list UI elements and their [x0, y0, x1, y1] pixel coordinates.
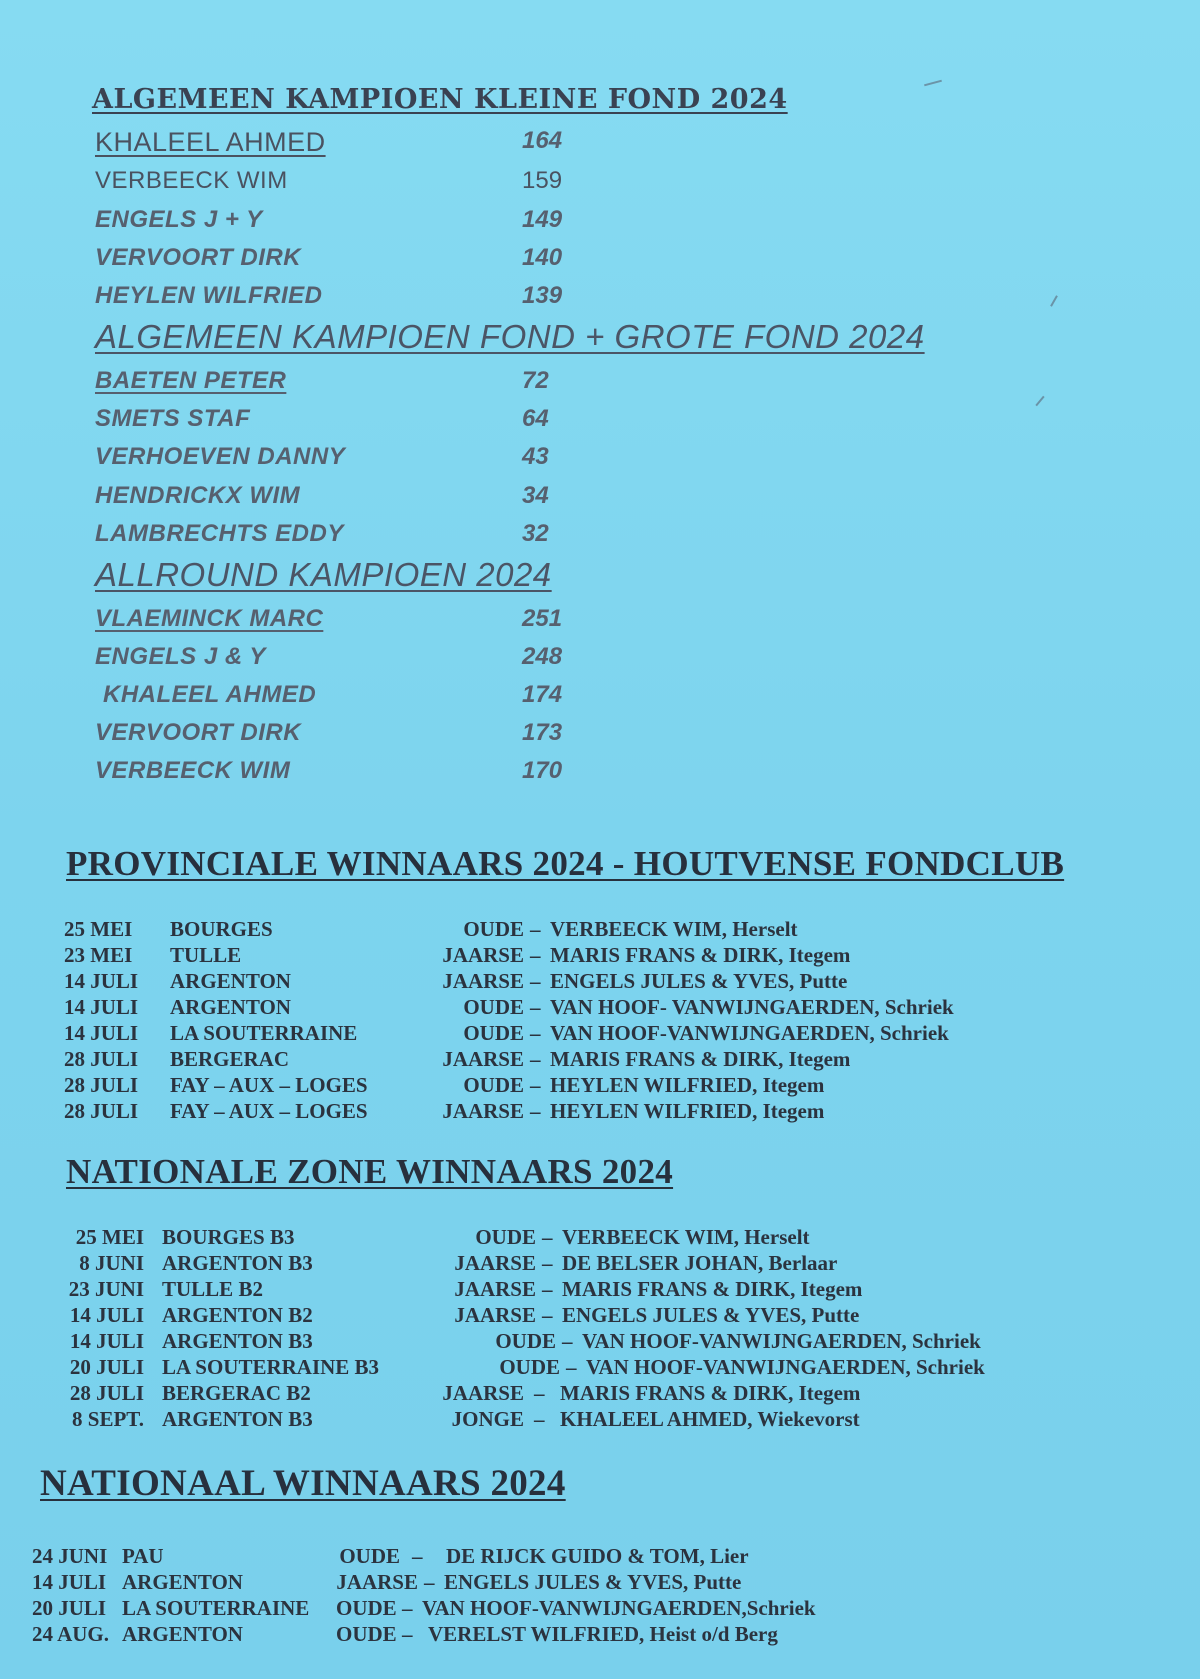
rank-score: 170	[522, 757, 563, 784]
race-place: FAY – AUX – LOGES	[170, 1073, 368, 1097]
nationale-zone-row	[0, 1251, 1100, 1277]
separator-dash: –	[534, 1407, 545, 1431]
separator-dash: –	[530, 969, 541, 993]
race-category: OUDE	[463, 917, 524, 941]
fond-row	[0, 520, 700, 554]
race-date: 20 JULI	[69, 1355, 144, 1379]
fond-row	[0, 443, 700, 477]
fond-row	[0, 482, 700, 516]
provinciale-row	[0, 917, 1100, 943]
separator-dash: –	[530, 1073, 541, 1097]
race-place: BOURGES B3	[162, 1225, 295, 1249]
nationaal-row	[0, 1596, 1100, 1622]
nationaal-row	[0, 1570, 1100, 1596]
rank-name: BAETEN PETER	[95, 367, 287, 394]
race-category: JAARSE	[442, 943, 524, 967]
stray-mark	[1035, 396, 1044, 406]
race-date: 14 JULI	[69, 1303, 144, 1327]
separator-dash: –	[530, 917, 541, 941]
winner-name: MARIS FRANS & DIRK, Itegem	[550, 943, 851, 967]
nationale-zone-title: NATIONALE ZONE WINNAARS 2024	[66, 1152, 674, 1191]
rank-score: 43	[522, 443, 549, 470]
race-place: ARGENTON	[122, 1622, 243, 1646]
winner-name: MARIS FRANS & DIRK, Itegem	[550, 1047, 851, 1071]
separator-dash: –	[530, 943, 541, 967]
separator-dash: –	[542, 1251, 553, 1275]
separator-dash: –	[562, 1329, 573, 1353]
winner-name: MARIS FRANS & DIRK, Itegem	[562, 1277, 863, 1301]
race-category: JONGE	[451, 1407, 524, 1431]
allround-title: ALLROUND KAMPIOEN 2024	[95, 556, 552, 593]
race-date: 14 JULI	[64, 1021, 139, 1045]
rank-name: LAMBRECHTS EDDY	[95, 520, 344, 547]
separator-dash: –	[542, 1303, 553, 1327]
rank-name: VERVOORT DIRK	[95, 244, 302, 271]
race-category: OUDE	[336, 1622, 397, 1646]
kleine-fond-title: ALGEMEEN KAMPIOEN KLEINE FOND 2024	[92, 84, 788, 115]
separator-dash: –	[402, 1622, 413, 1646]
race-date: 23 MEI	[64, 943, 133, 967]
race-place: ARGENTON	[170, 969, 291, 993]
race-place: ARGENTON B2	[162, 1303, 313, 1327]
winner-name: DE BELSER JOHAN, Berlaar	[562, 1251, 838, 1275]
rank-score: 174	[522, 681, 563, 708]
race-category: JAARSE	[442, 1047, 524, 1071]
allround-row	[0, 757, 700, 791]
race-place: ARGENTON B3	[162, 1329, 313, 1353]
winner-name: HEYLEN WILFRIED, Itegem	[550, 1073, 825, 1097]
winner-name: KHALEEL AHMED, Wiekevorst	[560, 1407, 860, 1431]
rank-score: 64	[522, 405, 549, 432]
winner-name: ENGELS JULES & YVES, Putte	[444, 1570, 742, 1594]
race-place: ARGENTON B3	[162, 1251, 313, 1275]
separator-dash: –	[542, 1277, 553, 1301]
rank-score: 173	[522, 719, 563, 746]
race-category: OUDE	[495, 1329, 556, 1353]
provinciale-row	[0, 1047, 1100, 1073]
separator-dash: –	[542, 1225, 553, 1249]
provinciale-row	[0, 995, 1100, 1021]
race-date: 25 MEI	[64, 917, 133, 941]
nationale-zone-row	[0, 1381, 1100, 1407]
rank-name: VERBEECK WIM	[95, 167, 288, 194]
stray-mark	[924, 80, 942, 87]
race-date: 20 JULI	[32, 1596, 107, 1620]
provinciale-row	[0, 1099, 1100, 1125]
fond-row	[0, 405, 700, 439]
race-category: JAARSE	[336, 1570, 418, 1594]
rank-name: VLAEMINCK MARC	[95, 605, 324, 632]
winner-name: VAN HOOF-VANWIJNGAERDEN, Schriek	[550, 1021, 949, 1045]
rank-name: HENDRICKX WIM	[95, 482, 301, 509]
race-place: LA SOUTERRAINE	[170, 1021, 358, 1045]
rank-name: VERVOORT DIRK	[95, 719, 302, 746]
separator-dash: –	[402, 1596, 413, 1620]
race-place: TULLE	[170, 943, 242, 967]
winner-name: ENGELS JULES & YVES, Putte	[562, 1303, 860, 1327]
race-date: 28 JULI	[64, 1073, 139, 1097]
provinciale-row	[0, 1021, 1100, 1047]
race-place: BERGERAC	[170, 1047, 290, 1071]
race-place: LA SOUTERRAINE B3	[162, 1355, 380, 1379]
winner-name: VERBEECK WIM, Herselt	[562, 1225, 810, 1249]
race-place: ARGENTON	[170, 995, 291, 1019]
rank-score: 248	[522, 643, 563, 670]
allround-row	[0, 605, 700, 639]
race-category: OUDE	[336, 1596, 397, 1620]
race-place: ARGENTON	[122, 1570, 243, 1594]
winner-name: DE RIJCK GUIDO & TOM, Lier	[446, 1544, 749, 1568]
nationale-zone-row	[0, 1329, 1100, 1355]
winner-name: VAN HOOF-VANWIJNGAERDEN, Schriek	[586, 1355, 985, 1379]
nationale-zone-row	[0, 1407, 1100, 1433]
rank-name: KHALEEL AHMED	[95, 127, 326, 157]
rank-name: VERBEECK WIM	[95, 757, 291, 784]
rank-score: 164	[522, 127, 563, 154]
separator-dash: –	[412, 1544, 423, 1568]
race-category: JAARSE	[454, 1251, 536, 1275]
race-category: JAARSE	[454, 1277, 536, 1301]
kleine-fond-row	[0, 282, 700, 316]
race-place: TULLE B2	[162, 1277, 263, 1301]
rank-name: VERHOEVEN DANNY	[95, 443, 346, 470]
rank-score: 72	[522, 367, 549, 394]
rank-score: 139	[522, 282, 563, 309]
rank-score: 140	[522, 244, 563, 271]
winner-name: VERBEECK WIM, Herselt	[550, 917, 798, 941]
race-date: 28 JULI	[64, 1099, 139, 1123]
rank-name: HEYLEN WILFRIED	[95, 282, 323, 309]
separator-dash: –	[534, 1381, 545, 1405]
race-place: LA SOUTERRAINE	[122, 1596, 310, 1620]
race-place: FAY – AUX – LOGES	[170, 1099, 368, 1123]
kleine-fond-row	[0, 206, 700, 240]
race-date: 24 AUG.	[32, 1622, 110, 1646]
rank-name: SMETS STAF	[95, 405, 251, 432]
winner-name: VERELST WILFRIED, Heist o/d Berg	[428, 1622, 778, 1646]
race-date: 24 JUNI	[32, 1544, 108, 1568]
kleine-fond-row	[0, 127, 700, 161]
nationaal-row	[0, 1544, 1100, 1570]
provinciale-title: PROVINCIALE WINNAARS 2024 - HOUTVENSE FONDCLUB	[66, 844, 1065, 883]
race-place: BOURGES	[170, 917, 273, 941]
fond-grote-fond-title: ALGEMEEN KAMPIOEN FOND + GROTE FOND 2024	[95, 318, 925, 355]
separator-dash: –	[530, 1099, 541, 1123]
rank-score: 149	[522, 206, 563, 233]
race-date: 28 JULI	[69, 1381, 144, 1405]
separator-dash: –	[566, 1355, 577, 1379]
nationale-zone-row	[0, 1303, 1100, 1329]
nationale-zone-row	[0, 1277, 1100, 1303]
race-category: JAARSE	[454, 1303, 536, 1327]
race-date: 14 JULI	[64, 969, 139, 993]
nationaal-title: NATIONAAL WINNAARS 2024	[40, 1463, 566, 1504]
rank-name: ENGELS J + Y	[95, 206, 263, 233]
allround-row	[0, 719, 700, 753]
separator-dash: –	[424, 1570, 435, 1594]
race-date: 14 JULI	[69, 1329, 144, 1353]
race-category: OUDE	[339, 1544, 400, 1568]
rank-name: ENGELS J & Y	[95, 643, 266, 670]
race-category: OUDE	[475, 1225, 536, 1249]
race-category: OUDE	[463, 995, 524, 1019]
separator-dash: –	[530, 1021, 541, 1045]
rank-score: 251	[522, 605, 563, 632]
rank-score: 32	[522, 520, 549, 547]
race-date: 25 MEI	[75, 1225, 144, 1249]
winner-name: VAN HOOF-VANWIJNGAERDEN,Schriek	[422, 1596, 816, 1620]
winner-name: ENGELS JULES & YVES, Putte	[550, 969, 848, 993]
stray-mark	[1050, 295, 1058, 306]
race-place: ARGENTON B3	[162, 1407, 313, 1431]
winner-name: MARIS FRANS & DIRK, Itegem	[560, 1381, 861, 1405]
race-date: 8 SEPT.	[72, 1407, 144, 1431]
allround-row	[0, 681, 700, 715]
race-category: OUDE	[463, 1073, 524, 1097]
race-place: PAU	[122, 1544, 164, 1568]
race-category: JAARSE	[442, 1099, 524, 1123]
race-date: 14 JULI	[32, 1570, 107, 1594]
rank-score: 34	[522, 482, 549, 509]
race-category: JAARSE	[442, 1381, 524, 1405]
separator-dash: –	[530, 1047, 541, 1071]
nationale-zone-row	[0, 1225, 1100, 1251]
nationale-zone-row	[0, 1355, 1100, 1381]
race-date: 23 JUNI	[68, 1277, 144, 1301]
race-date: 28 JULI	[64, 1047, 139, 1071]
race-date: 8 JUNI	[79, 1251, 144, 1275]
rank-score: 159	[522, 167, 563, 194]
rank-name: KHALEEL AHMED	[103, 681, 317, 708]
fond-row	[0, 367, 700, 401]
provinciale-row	[0, 1073, 1100, 1099]
winner-name: VAN HOOF- VANWIJNGAERDEN, Schriek	[550, 995, 954, 1019]
kleine-fond-row	[0, 244, 700, 278]
race-category: OUDE	[499, 1355, 560, 1379]
race-category: JAARSE	[442, 969, 524, 993]
allround-row	[0, 643, 700, 677]
winner-name: VAN HOOF-VANWIJNGAERDEN, Schriek	[582, 1329, 981, 1353]
separator-dash: –	[530, 995, 541, 1019]
kleine-fond-row	[0, 167, 700, 201]
provinciale-row	[0, 943, 1100, 969]
provinciale-row	[0, 969, 1100, 995]
nationaal-row	[0, 1622, 1100, 1648]
winner-name: HEYLEN WILFRIED, Itegem	[550, 1099, 825, 1123]
race-place: BERGERAC B2	[162, 1381, 311, 1405]
race-date: 14 JULI	[64, 995, 139, 1019]
race-category: OUDE	[463, 1021, 524, 1045]
